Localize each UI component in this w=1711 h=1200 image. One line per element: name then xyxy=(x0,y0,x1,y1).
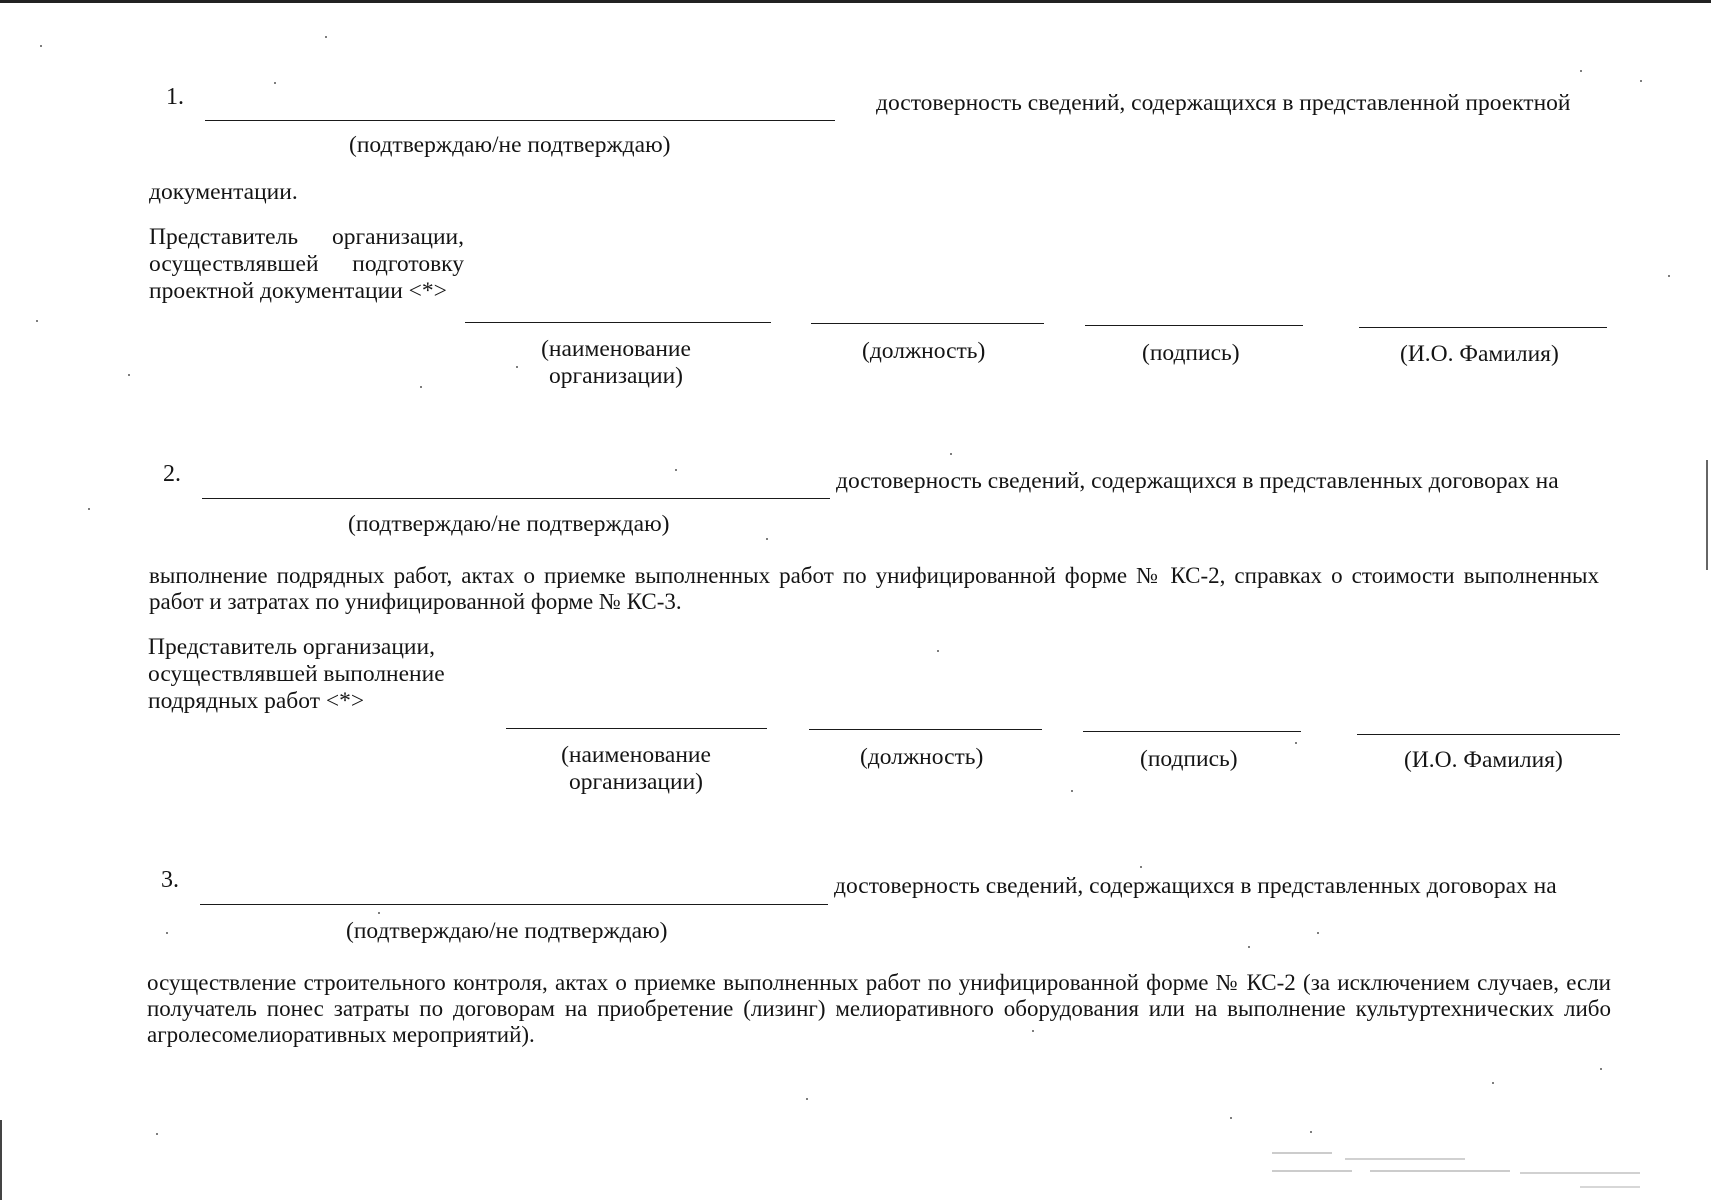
scan-edge-right xyxy=(1706,460,1708,570)
confirmation-line xyxy=(200,904,828,905)
scan-speck xyxy=(1272,1152,1332,1154)
position-caption: (должность) xyxy=(860,744,984,770)
scan-speck xyxy=(274,82,276,84)
scan-speck xyxy=(1580,1186,1640,1188)
position-line xyxy=(811,323,1044,324)
confirmation-caption: (подтверждаю/не подтверждаю) xyxy=(348,511,670,537)
scan-speck xyxy=(36,320,38,322)
scan-speck xyxy=(1492,1082,1494,1084)
scan-speck xyxy=(1600,1068,1602,1070)
scan-speck xyxy=(675,469,677,471)
representative-label: Представитель организации, осуществлявшей выполнение подрядных работ <*> xyxy=(148,634,445,714)
name-line xyxy=(1357,734,1620,735)
confirmation-caption: (подтверждаю/не подтверждаю) xyxy=(346,918,668,944)
item-tail-text: достоверность сведений, содержащихся в представленной проектной xyxy=(876,90,1571,116)
scan-speck xyxy=(325,36,327,38)
confirmation-caption: (подтверждаю/не подтверждаю) xyxy=(349,132,671,158)
scan-speck xyxy=(1310,1131,1312,1133)
scan-edge-top xyxy=(0,0,1711,3)
scan-speck xyxy=(1032,1030,1034,1032)
scan-speck xyxy=(1071,790,1073,792)
item-continuation: документации. xyxy=(149,179,298,205)
signature-caption: (подпись) xyxy=(1142,340,1240,366)
name-caption: (И.О. Фамилия) xyxy=(1400,341,1559,367)
scan-speck xyxy=(766,538,768,540)
scan-speck xyxy=(1520,1172,1640,1174)
signature-line xyxy=(1083,731,1301,732)
scan-speck xyxy=(1317,932,1319,934)
scan-speck xyxy=(937,650,939,652)
scan-speck xyxy=(1345,1158,1465,1160)
scan-speck xyxy=(40,45,42,47)
item-number: 1. xyxy=(166,84,184,110)
scan-speck xyxy=(1248,946,1250,948)
item-number: 3. xyxy=(161,867,179,893)
position-caption: (должность) xyxy=(862,338,986,364)
scan-speck xyxy=(950,453,952,455)
scan-speck xyxy=(378,912,380,914)
signature-caption: (подпись) xyxy=(1140,746,1238,772)
scan-speck xyxy=(1230,1117,1232,1119)
scan-speck xyxy=(88,508,90,510)
item-number: 2. xyxy=(163,461,181,487)
organization-line xyxy=(506,728,767,729)
scan-speck xyxy=(1668,275,1670,277)
item-continuation: осуществление строительного контроля, актах о приемке выполненных работ по унифицированной форме № КС-2 (за исключением случаев, если получатель понес затраты по договорам на приобретение (лизинг) мелиоративного оборудования или на выполнение культуртехнических либо агролесомелиоративных мероприятий). xyxy=(147,970,1611,1047)
organization-caption: (наименование организации) xyxy=(541,336,691,389)
scan-edge-left xyxy=(0,1120,2,1200)
confirmation-line xyxy=(205,120,835,121)
signature-line xyxy=(1085,325,1303,326)
scan-speck xyxy=(128,374,130,376)
position-line xyxy=(809,729,1042,730)
scan-speck xyxy=(1295,742,1297,744)
item-continuation: выполнение подрядных работ, актах о приемке выполненных работ по унифицированной форме № КС-2, справках о стоимости выполненных работ и затратах по унифицированной форме № КС-3. xyxy=(149,563,1599,614)
scan-speck xyxy=(420,386,422,388)
name-line xyxy=(1359,327,1607,328)
scan-speck xyxy=(806,1098,808,1100)
scan-speck xyxy=(516,366,518,368)
scan-speck xyxy=(1580,70,1582,72)
representative-label: Представитель организации, осуществлявшей подготовку проектной документации <*> xyxy=(149,224,464,304)
scan-speck xyxy=(1140,866,1142,868)
item-tail-text: достоверность сведений, содержащихся в представленных договорах на xyxy=(834,873,1557,899)
name-caption: (И.О. Фамилия) xyxy=(1404,747,1563,773)
scan-speck xyxy=(156,1133,158,1135)
scan-speck xyxy=(1272,1170,1352,1172)
scan-speck xyxy=(1370,1170,1510,1172)
item-tail-text: достоверность сведений, содержащихся в представленных договорах на xyxy=(836,468,1559,494)
scan-speck xyxy=(1640,80,1642,82)
scan-speck xyxy=(166,932,168,934)
organization-line xyxy=(465,322,771,323)
confirmation-line xyxy=(202,498,830,499)
organization-caption: (наименование организации) xyxy=(561,742,711,795)
